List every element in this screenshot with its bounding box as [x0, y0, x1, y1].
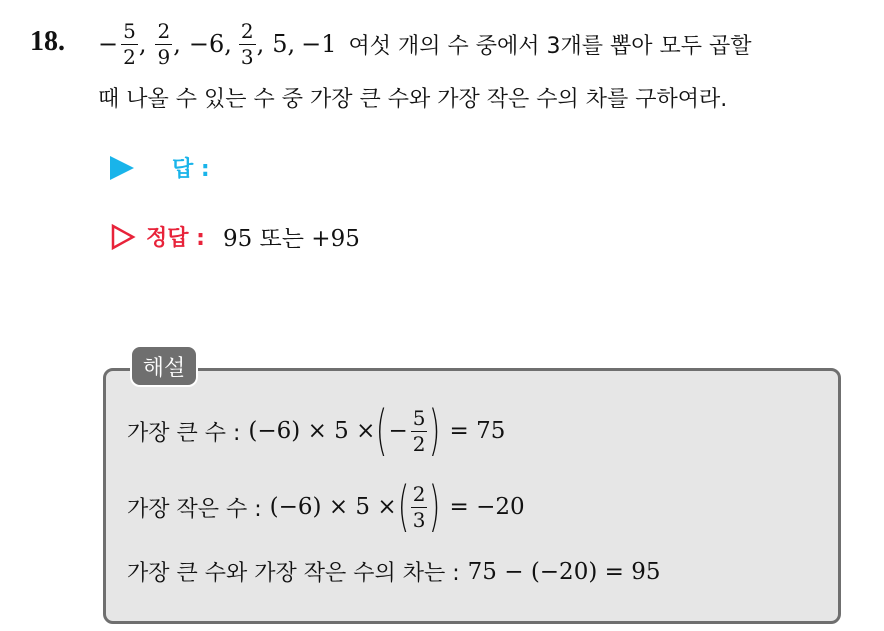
solution-line-2-fraction [411, 481, 428, 532]
number-4-fraction [239, 18, 256, 69]
number-5: 5, [272, 30, 296, 58]
question-line-2: 때 나올 수 있는 수 중 가장 큰 수와 가장 작은 수의 차를 구하여라. [98, 87, 728, 112]
number-4-numerator: 2 [240, 18, 254, 43]
solution-line-2-label: 가장 작은 수 : [127, 496, 262, 522]
number-4-denominator: 3 [240, 44, 254, 69]
number-2-numerator: 2 [157, 18, 171, 43]
solution-line-3 [127, 556, 660, 587]
number-1-fraction [121, 18, 138, 69]
solution-line-2-expr: (−6) × 5 × [269, 494, 397, 520]
solution-line-2-result: = −20 [449, 494, 525, 520]
number-1-denominator: 2 [123, 44, 136, 69]
solution-tab: 해설 [130, 345, 198, 387]
right-paren: ) [429, 399, 441, 462]
solution-line-2-denominator: 3 [412, 507, 426, 532]
number-1-numerator: 5 [123, 18, 136, 43]
solution-line-3-label: 가장 큰 수와 가장 작은 수의 차는 : [127, 561, 460, 586]
solution-line-1-label: 가장 큰 수 : [127, 420, 241, 446]
filled-right-triangle-icon [110, 156, 134, 180]
separator-comma: , [256, 30, 265, 58]
right-paren: ) [429, 475, 441, 538]
left-paren: ( [376, 399, 388, 462]
answer-row [110, 152, 210, 183]
separator-comma: , [138, 30, 147, 58]
number-2-denominator: 9 [157, 44, 171, 69]
solution-line-1-expr: (−6) × 5 × [248, 418, 376, 444]
outlined-right-triangle-icon [110, 223, 136, 251]
solution-line-1-frac-sign: − [388, 418, 408, 444]
solution-line-2 [127, 475, 525, 538]
separator-comma: , [173, 30, 181, 58]
question-text-1: 여섯 개의 수 중에서 3개를 뽑아 모두 곱할 [348, 33, 752, 59]
question-number: 18. [30, 26, 65, 57]
number-2-fraction [155, 18, 172, 69]
number-6: −1 [301, 30, 337, 58]
solution-line-1-result: = 75 [449, 418, 506, 444]
answer-label: 답 : [172, 157, 210, 182]
number-3: −6, [188, 30, 232, 58]
solution-line-1 [127, 399, 506, 462]
solution-line-1-numerator: 5 [412, 405, 426, 430]
solution-line-2-numerator: 2 [412, 481, 426, 506]
solution-line-1-fraction [411, 405, 428, 456]
correct-answer-value: 95 또는 +95 [222, 226, 360, 252]
left-paren: ( [397, 475, 409, 538]
number-1-sign: − [98, 30, 119, 58]
solution-line-3-expr: 75 − (−20) = 95 [467, 558, 661, 585]
solution-line-1-denominator: 2 [412, 431, 426, 456]
question-line-1 [98, 14, 752, 74]
correct-answer-label: 정답 : [146, 226, 205, 251]
correct-answer-row [110, 220, 360, 253]
